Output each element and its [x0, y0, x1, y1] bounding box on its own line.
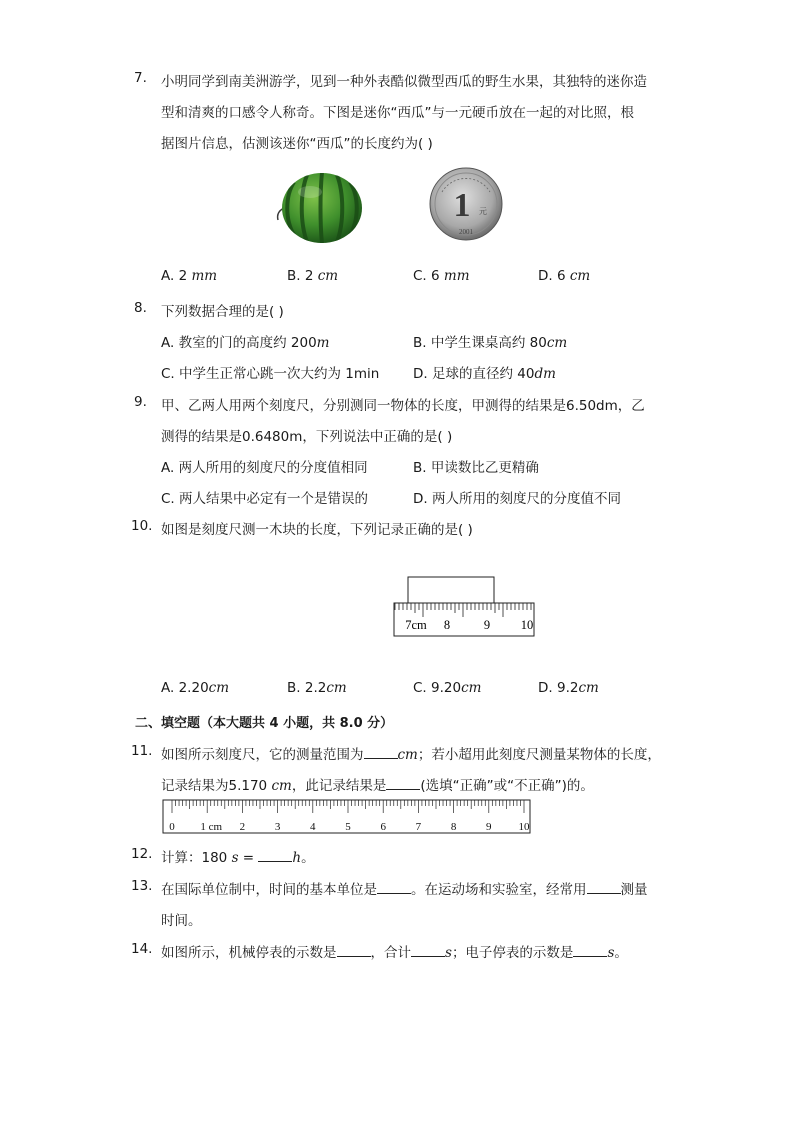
- q10-stem: 如图是刻度尺测一木块的长度，下列记录正确的是( ): [161, 522, 473, 538]
- ruler-label-7cm: 7cm: [405, 618, 427, 632]
- q9-option-d[interactable]: D. 两人所用的刻度尺的分度值不同: [413, 491, 621, 507]
- q7-stem-line1: 小明同学到南美洲游学，见到一种外表酷似微型西瓜的野生水果，其独特的迷你造: [161, 74, 647, 90]
- q12-number: 12.: [131, 846, 153, 862]
- q13-blank-unit[interactable]: [377, 881, 411, 894]
- q9-option-c[interactable]: C. 两人结果中必定有一个是错误的: [161, 491, 369, 507]
- coin-year: 2001: [459, 228, 473, 236]
- q8-option-d[interactable]: D. 足球的直径约 40dm: [413, 366, 556, 382]
- q9-option-a[interactable]: A. 两人所用的刻度尺的分度值相同: [161, 460, 368, 476]
- ruler-label: 5: [345, 821, 351, 833]
- q10-option-d[interactable]: D. 9.2cm: [538, 680, 599, 696]
- ruler-label: 4: [310, 821, 316, 833]
- q14-blank-electronic[interactable]: [573, 944, 607, 957]
- q11-line1: 如图所示刻度尺，它的测量范围为 cm；若小超用此刻度尺测量某物体的长度，: [161, 747, 661, 763]
- ruler-label-8: 8: [443, 618, 451, 632]
- watermelon-image: [272, 168, 368, 246]
- q10-option-c[interactable]: C. 9.20cm: [413, 680, 482, 696]
- q11-number: 11.: [131, 743, 153, 759]
- q12-line: 计算：180 s = h。: [161, 850, 315, 866]
- section-heading: 二、填空题（本大题共 4 小题，共 8.0 分）: [135, 716, 394, 731]
- q10-option-b[interactable]: B. 2.2cm: [287, 680, 347, 696]
- q8-option-a[interactable]: A. 教室的门的高度约 200m: [161, 335, 330, 351]
- ruler-label: 3: [274, 821, 281, 833]
- q11-blank-range[interactable]: [364, 746, 398, 759]
- q11-ruler-figure: [162, 799, 532, 835]
- q7-option-a[interactable]: A. 2 mm: [161, 268, 218, 284]
- ruler-label: 9: [486, 821, 492, 833]
- q14-blank-seconds[interactable]: [411, 944, 445, 957]
- q9-number: 9.: [134, 394, 147, 410]
- q14-number: 14.: [131, 941, 153, 957]
- coin-face-value: 1: [453, 187, 471, 224]
- q8-option-b[interactable]: B. 中学生课桌高约 80cm: [413, 335, 568, 351]
- coin-image: [428, 166, 504, 242]
- coin-yuan-char: 元: [479, 207, 487, 216]
- q14-blank-mechanical[interactable]: [337, 944, 371, 957]
- q9-stem-line2: 测得的结果是0.6480m，下列说法中正确的是( ): [161, 429, 453, 445]
- q9-option-b[interactable]: B. 甲读数比乙更精确: [413, 460, 539, 476]
- q7-stem-line2: 型和清爽的口感令人称奇。下图是迷你“西瓜”与一元硬币放在一起的对比照，根: [161, 105, 634, 121]
- q14-line: 如图所示，机械停表的示数是 ，合计 s；电子停表的示数是 s。: [161, 945, 628, 961]
- q13-line2: 时间。: [161, 913, 202, 929]
- ruler-label: 0: [169, 821, 175, 833]
- ruler-label: 1 cm: [200, 821, 223, 833]
- q10-option-a[interactable]: A. 2.20cm: [161, 680, 230, 696]
- q7-stem-line3: 据图片信息，估测该迷你“西瓜”的长度约为( ): [161, 136, 433, 152]
- q10-ruler-figure: [390, 574, 540, 640]
- q13-number: 13.: [131, 878, 153, 894]
- q8-stem: 下列数据合理的是( ): [161, 304, 284, 320]
- ruler-label: 10: [518, 821, 530, 833]
- wood-block: [408, 577, 494, 603]
- q12-blank-hours[interactable]: [258, 849, 292, 862]
- q10-number: 10.: [131, 518, 153, 534]
- q11-blank-correctness[interactable]: [386, 777, 420, 790]
- ruler-label: 7: [415, 821, 422, 833]
- ruler-label: 6: [380, 821, 386, 833]
- q7-number: 7.: [134, 70, 147, 86]
- q11-line2: 记录结果为5.170 cm，此记录结果是 (选填“正确”或“不正确”)的。: [161, 778, 594, 794]
- q7-option-c[interactable]: C. 6 mm: [413, 268, 470, 284]
- ruler-label-9: 9: [483, 618, 491, 632]
- q8-number: 8.: [134, 300, 147, 316]
- q8-option-c[interactable]: C. 中学生正常心跳一次大约为 1min: [161, 366, 380, 382]
- q13-line1: 在国际单位制中，时间的基本单位是 。在运动场和实验室，经常用 测量: [161, 882, 648, 898]
- ruler-label: 2: [239, 821, 246, 833]
- q13-blank-instrument[interactable]: [587, 881, 621, 894]
- q7-option-d[interactable]: D. 6 cm: [538, 268, 591, 284]
- q7-option-b[interactable]: B. 2 cm: [287, 268, 339, 284]
- q9-stem-line1: 甲、乙两人用两个刻度尺，分别测同一物体的长度，甲测得的结果是6.50dm，乙: [161, 398, 645, 414]
- ruler-label-10: 10: [520, 618, 534, 632]
- ruler-label: 8: [450, 821, 457, 833]
